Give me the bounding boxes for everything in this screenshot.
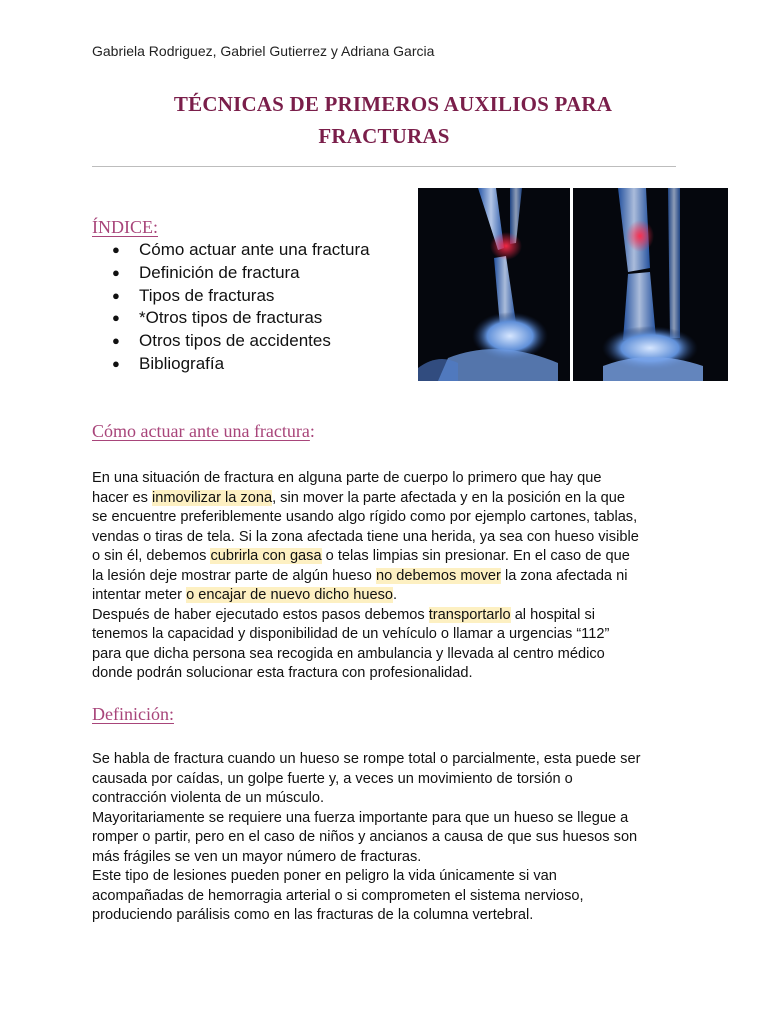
highlighted-text: transportarlo [428,606,511,623]
text-run: , sin mover la parte afectada y en la posición en la que [272,489,625,506]
text-run: al hospital si [510,606,596,623]
index-item [112,353,370,376]
text-run: . [393,587,398,603]
authors-line: Gabriela Rodriguez, Gabriel Gutierrez y Adriana Garcia [92,43,435,59]
section-heading-como-actuar [92,421,315,442]
bullet-icon: ● [112,333,120,349]
bullet-icon: ● [112,310,120,326]
paragraph-line: donde podrán solucionar esta fractura con profesionalidad. [92,665,473,681]
paragraph-line: produciendo parálisis como en las fracturas de la columna vertebral. [92,907,534,923]
index-item [112,330,370,353]
paragraph-line [92,489,682,509]
index-item-label: Cómo actuar ante una fractura [139,240,370,259]
section-heading-text: Cómo actuar ante una fractura [92,421,310,441]
title-divider [92,166,676,167]
index-item-label: Bibliografía [139,353,225,373]
bullet-icon: ● [112,242,120,257]
highlighted-text: cubrirla con gasa [210,548,322,564]
text-run: Después de haber ejecutado estos pasos debemos [92,606,429,623]
bullet-icon: ● [112,287,120,303]
paragraph-line [92,567,682,587]
text-run: la zona afectada ni [500,567,628,584]
paragraph-line: contracción violenta de un músculo. [92,790,325,806]
index-item [112,307,370,330]
paragraph-line: vendas o tiras de tela. Si la zona afectada tiene una herida, ya sea con hueso visible [92,528,639,545]
section-heading-definicion [92,704,174,725]
paragraph-line: En una situación de fractura en alguna parte de cuerpo lo primero que hay que [92,470,602,486]
title-line-2: FRACTURAS [318,124,450,148]
paragraph-line: para que dicha persona sea recogida en ambulancia y llevada al centro médico [92,645,605,662]
paragraph-line: tenemos la capacidad y disponibilidad de un vehículo o llamar a urgencias “112” [92,626,610,642]
title-line-1: TÉCNICAS DE PRIMEROS AUXILIOS PARA [173,92,613,116]
paragraph-line: más frágiles se ven un mayor número de fracturas. [92,848,422,865]
text-run: o sin él, debemos [92,548,211,564]
paragraph-line: causada por caídas, un golpe fuerte y, a veces un movimiento de torsión o [92,770,573,787]
fracture-xray-image [418,188,728,381]
text-run: o telas limpias sin presionar. En el caso de que [321,548,630,564]
index-item-label: *Otros tipos de fracturas [139,308,323,328]
text-run: la lesión deje mostrar parte de algún hueso [92,567,376,584]
index-list [112,239,370,376]
index-item-label: Otros tipos de accidentes [139,331,331,351]
highlighted-text: o encajar de nuevo dicho hueso [186,587,393,603]
index-item [112,285,370,308]
bullet-icon: ● [112,264,120,280]
paragraph-line [92,547,682,567]
paragraph-line: se encuentre preferiblemente usando algo rígido como por ejemplo cartones, tablas, [92,509,638,525]
text-run: intentar meter [92,587,187,603]
index-item-label: Definición de fractura [139,262,300,282]
paragraph-line: Se habla de fractura cuando un hueso se rompe total o parcialmente, esta puede ser [92,751,641,767]
paragraph-line: romper o partir, pero en el caso de niños y ancianos a causa de que sus huesos son [92,829,638,845]
paragraph-line [92,606,682,626]
paragraph-line: Mayoritariamente se requiere una fuerza importante para que un hueso se llegue a [92,809,629,826]
heading-colon: : [309,421,315,441]
index-heading-text: ÍNDICE: [92,217,158,237]
index-item [112,239,370,262]
section-heading-text: Definición: [92,704,174,724]
highlighted-text: inmovilizar la zona [152,489,273,506]
index-heading [92,217,158,238]
index-item-label: Tipos de fracturas [139,285,275,305]
paragraph-line [92,586,682,606]
highlighted-text: no debemos mover [375,567,501,584]
paragraph-line: acompañadas de hemorragia arterial o si comprometen el sistema nervioso, [92,887,584,904]
document-title [92,88,676,152]
index-item [112,262,370,285]
definicion-paragraph [92,750,682,926]
paragraph-line: Este tipo de lesiones pueden poner en peligro la vida únicamente si van [92,868,557,884]
bullet-icon: ● [112,355,120,371]
como-actuar-paragraph [92,469,682,684]
text-run: hacer es [92,489,153,506]
